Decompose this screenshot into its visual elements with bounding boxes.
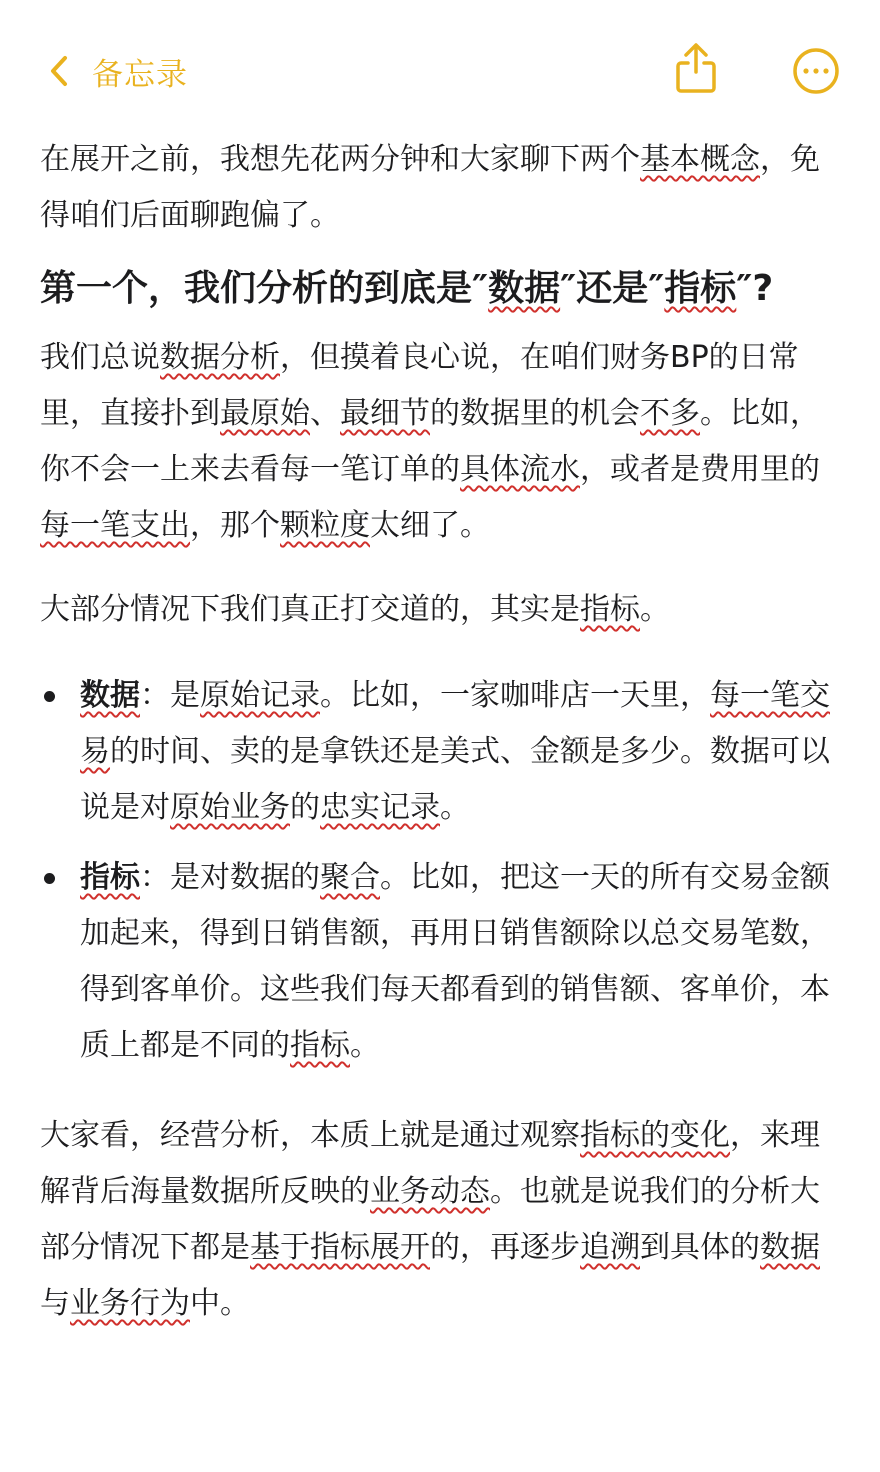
text-run: 与 — [40, 1286, 70, 1321]
text-run: ″? — [736, 268, 774, 309]
spellcheck-word[interactable]: 指标的变化 — [580, 1118, 730, 1153]
text-run: 到具体的 — [640, 1230, 760, 1265]
text-run: ，免得咱们后面聊跑偏了。 — [40, 142, 820, 233]
text-run: 的数据里的机会 — [430, 396, 640, 431]
text-run: ，来理解背后海量数据所反映的 — [40, 1118, 820, 1209]
text-run: 。也就是说我们的分析大部分情况下都是 — [40, 1174, 820, 1265]
text-run: ，但摸着良心说，在咱们财务BP的日常里，直接扑到 — [40, 340, 799, 431]
back-label: 备忘录 — [92, 56, 188, 93]
spellcheck-word[interactable]: 具体流水 — [460, 452, 580, 487]
section-heading — [40, 262, 840, 316]
text-run: ，或者是费用里的 — [580, 452, 820, 487]
bullet-dot — [44, 873, 55, 884]
text-run: 在展开之前，我想先花两分钟和大家聊下两个 — [40, 142, 640, 177]
text-run: 。 — [440, 790, 470, 825]
back-button[interactable] — [48, 46, 188, 96]
share-button[interactable] — [672, 40, 720, 96]
spellcheck-word[interactable]: 基本概念 — [640, 142, 760, 177]
spellcheck-word[interactable]: 数据 — [760, 1230, 820, 1265]
text-run: 中。 — [190, 1286, 250, 1321]
navigation-bar — [0, 0, 880, 130]
spellcheck-word[interactable]: 颗粒度 — [280, 508, 370, 543]
spellcheck-word[interactable]: 每一笔交易 — [80, 678, 830, 769]
spellcheck-word[interactable]: 原始业务 — [170, 790, 290, 825]
text-run: 的时间、卖的是拿铁还是美式、金额是多少。数据可以说是对 — [80, 734, 830, 825]
text-run: ，那个 — [190, 508, 280, 543]
text-run: 。 — [350, 1028, 380, 1063]
spellcheck-word[interactable]: 最原始 — [220, 396, 310, 431]
text-run: ″还是″ — [560, 268, 665, 309]
text-run: 。比如，你不会一上来去看每一笔订单的 — [40, 396, 820, 487]
spellcheck-word[interactable]: 忠实记录 — [320, 790, 440, 825]
text-run: 我们总说 — [40, 340, 160, 375]
text-run: 大部分情况下我们真正打交道的，其实是 — [40, 592, 580, 627]
body-paragraph — [40, 582, 840, 638]
spellcheck-word[interactable]: 聚合 — [320, 860, 380, 895]
intro-paragraph — [40, 132, 840, 244]
chevron-left-icon — [48, 54, 70, 88]
list-item — [40, 850, 840, 1074]
text-run: ：是对数据的 — [140, 860, 320, 895]
text-run: 。 — [640, 592, 670, 627]
text-run: 第一个，我们分析的到底是″ — [40, 268, 489, 309]
spellcheck-word[interactable]: 指标 — [664, 268, 737, 309]
spellcheck-word[interactable]: 数据 — [488, 268, 561, 309]
spellcheck-word[interactable]: 业务行为 — [70, 1286, 190, 1321]
body-paragraph — [40, 1108, 840, 1332]
spellcheck-word[interactable]: 指标 — [580, 592, 640, 627]
list-item — [40, 668, 840, 836]
spellcheck-word[interactable]: 基于指标展开 — [250, 1230, 430, 1265]
ellipsis-circle-icon — [792, 47, 840, 95]
text-run: 太细了。 — [370, 508, 490, 543]
share-icon — [672, 40, 720, 96]
text-run: 。比如，把这一天的所有交易金额加起来，得到日销售额，再用日销售额除以总交易笔数，得到客单价。这些我们每天都看到的销售额、客单价，本质上都是不同的 — [80, 860, 830, 1063]
definition-list — [40, 668, 840, 1074]
spellcheck-word[interactable]: 每一笔支出 — [40, 508, 190, 543]
text-run: 。比如，一家咖啡店一天里， — [320, 678, 710, 713]
spellcheck-word[interactable]: 最细节 — [340, 396, 430, 431]
text-run: 的，再逐步 — [430, 1230, 580, 1265]
spellcheck-word[interactable]: 追溯 — [580, 1230, 640, 1265]
text-run: 大家看，经营分析，本质上就是通过观察 — [40, 1118, 580, 1153]
definition-term[interactable]: 指标 — [80, 860, 140, 895]
spellcheck-word[interactable]: 原始记录 — [200, 678, 320, 713]
spellcheck-word[interactable]: 不多 — [640, 396, 700, 431]
note-body[interactable] — [40, 132, 840, 1332]
more-button[interactable] — [792, 47, 840, 95]
spellcheck-word[interactable]: 指标 — [290, 1028, 350, 1063]
definition-term[interactable]: 数据 — [80, 678, 140, 713]
text-run: 的 — [290, 790, 320, 825]
text-run: ：是 — [140, 678, 200, 713]
bullet-dot — [44, 691, 55, 702]
spellcheck-word[interactable]: 业务动态 — [370, 1174, 490, 1209]
spellcheck-word[interactable]: 数据分析 — [160, 340, 280, 375]
text-run: 、 — [310, 396, 340, 431]
body-paragraph — [40, 330, 840, 554]
